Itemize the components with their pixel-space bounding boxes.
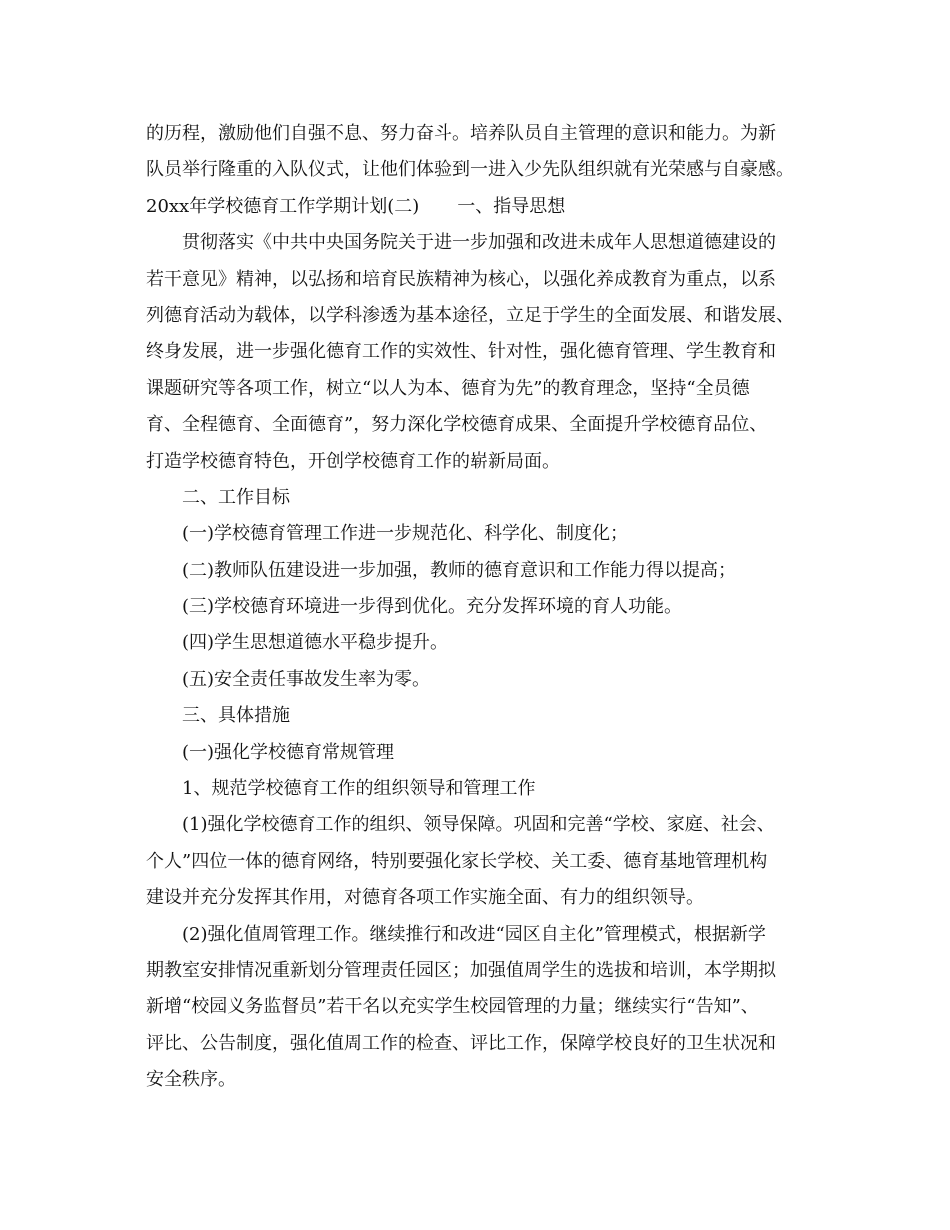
- goal-item: (二)教师队伍建设进一步加强，教师的德育意识和工作能力得以提高；: [182, 559, 737, 581]
- text-line: 打造学校德育特色，开创学校德育工作的崭新局面。: [146, 450, 560, 472]
- text-line: 终身发展，进一步强化德育工作的实效性、针对性，强化德育管理、学生教育和: [146, 341, 776, 363]
- section-heading: 一、指导思想: [457, 195, 566, 217]
- text-line: 期教室安排情况重新划分管理责任园区；加强值周学生的选拔和培训，本学期拟: [146, 959, 776, 981]
- document-page: [146, 116, 810, 1099]
- item-heading: 1、规范学校德育工作的组织领导和管理工作: [182, 778, 536, 800]
- text-line: 安全秩序。: [146, 1069, 236, 1091]
- section-title-line: [146, 189, 810, 225]
- text-line: 若干意见》精神，以弘扬和培育民族精神为核心，以强化养成教育为重点，以系: [146, 268, 776, 290]
- goal-item: (五)安全责任事故发生率为零。: [182, 668, 431, 690]
- text-line: 建设并充分发挥其作用，对德育各项工作实施全面、有力的组织领导。: [146, 887, 704, 909]
- paragraph-start: (1)强化学校德育工作的组织、领导保障。巩固和完善“学校、家庭、社会、: [182, 814, 775, 836]
- goal-item: (三)学校德育环境进一步得到优化。充分发挥环境的育人功能。: [182, 596, 683, 618]
- plan-title: 20xx年学校德育工作学期计划(二): [146, 195, 420, 217]
- goal-item: (一)学校德育管理工作进一步规范化、科学化、制度化；: [182, 523, 629, 545]
- subsection-heading: (一)强化学校德育常规管理: [182, 741, 395, 763]
- text-line: 列德育活动为载体，以学科渗透为基本途径，立足于学生的全面发展、和谐发展、: [146, 304, 794, 326]
- text-line: 育、全程德育、全面德育”，努力深化学校德育成果、全面提升学校德育品位、: [146, 414, 768, 436]
- text-line: 课题研究等各项工作，树立“以人为本、德育为先”的教育理念，坚持“全员德: [146, 377, 750, 399]
- text-line: 新增“校园义务监督员”若干名以充实学生校园管理的力量；继续实行“告知”、: [146, 996, 759, 1018]
- text-line: 评比、公告制度，强化值周工作的检查、评比工作，保障学校良好的卫生状况和: [146, 1032, 776, 1054]
- paragraph-start: 贯彻落实《中共中央国务院关于进一步加强和改进未成年人思想道德建设的: [182, 232, 776, 254]
- section-heading: 二、工作目标: [182, 486, 290, 508]
- goal-item: (四)学生思想道德水平稳步提升。: [182, 632, 449, 654]
- text-line: 的历程，激励他们自强不息、努力奋斗。培养队员自主管理的意识和能力。为新: [146, 123, 776, 144]
- section-heading: 三、具体措施: [182, 705, 290, 727]
- paragraph-start: (2)强化值周管理工作。继续推行和改进“园区自主化”管理模式，根据新学: [182, 923, 766, 945]
- text-line: 队员举行隆重的入队仪式，让他们体验到一进入少先队组织就有光荣感与自豪感。: [146, 159, 794, 181]
- text-line: 个人”四位一体的德育网络，特别要强化家长学校、关工委、德育基地管理机构: [146, 850, 768, 872]
